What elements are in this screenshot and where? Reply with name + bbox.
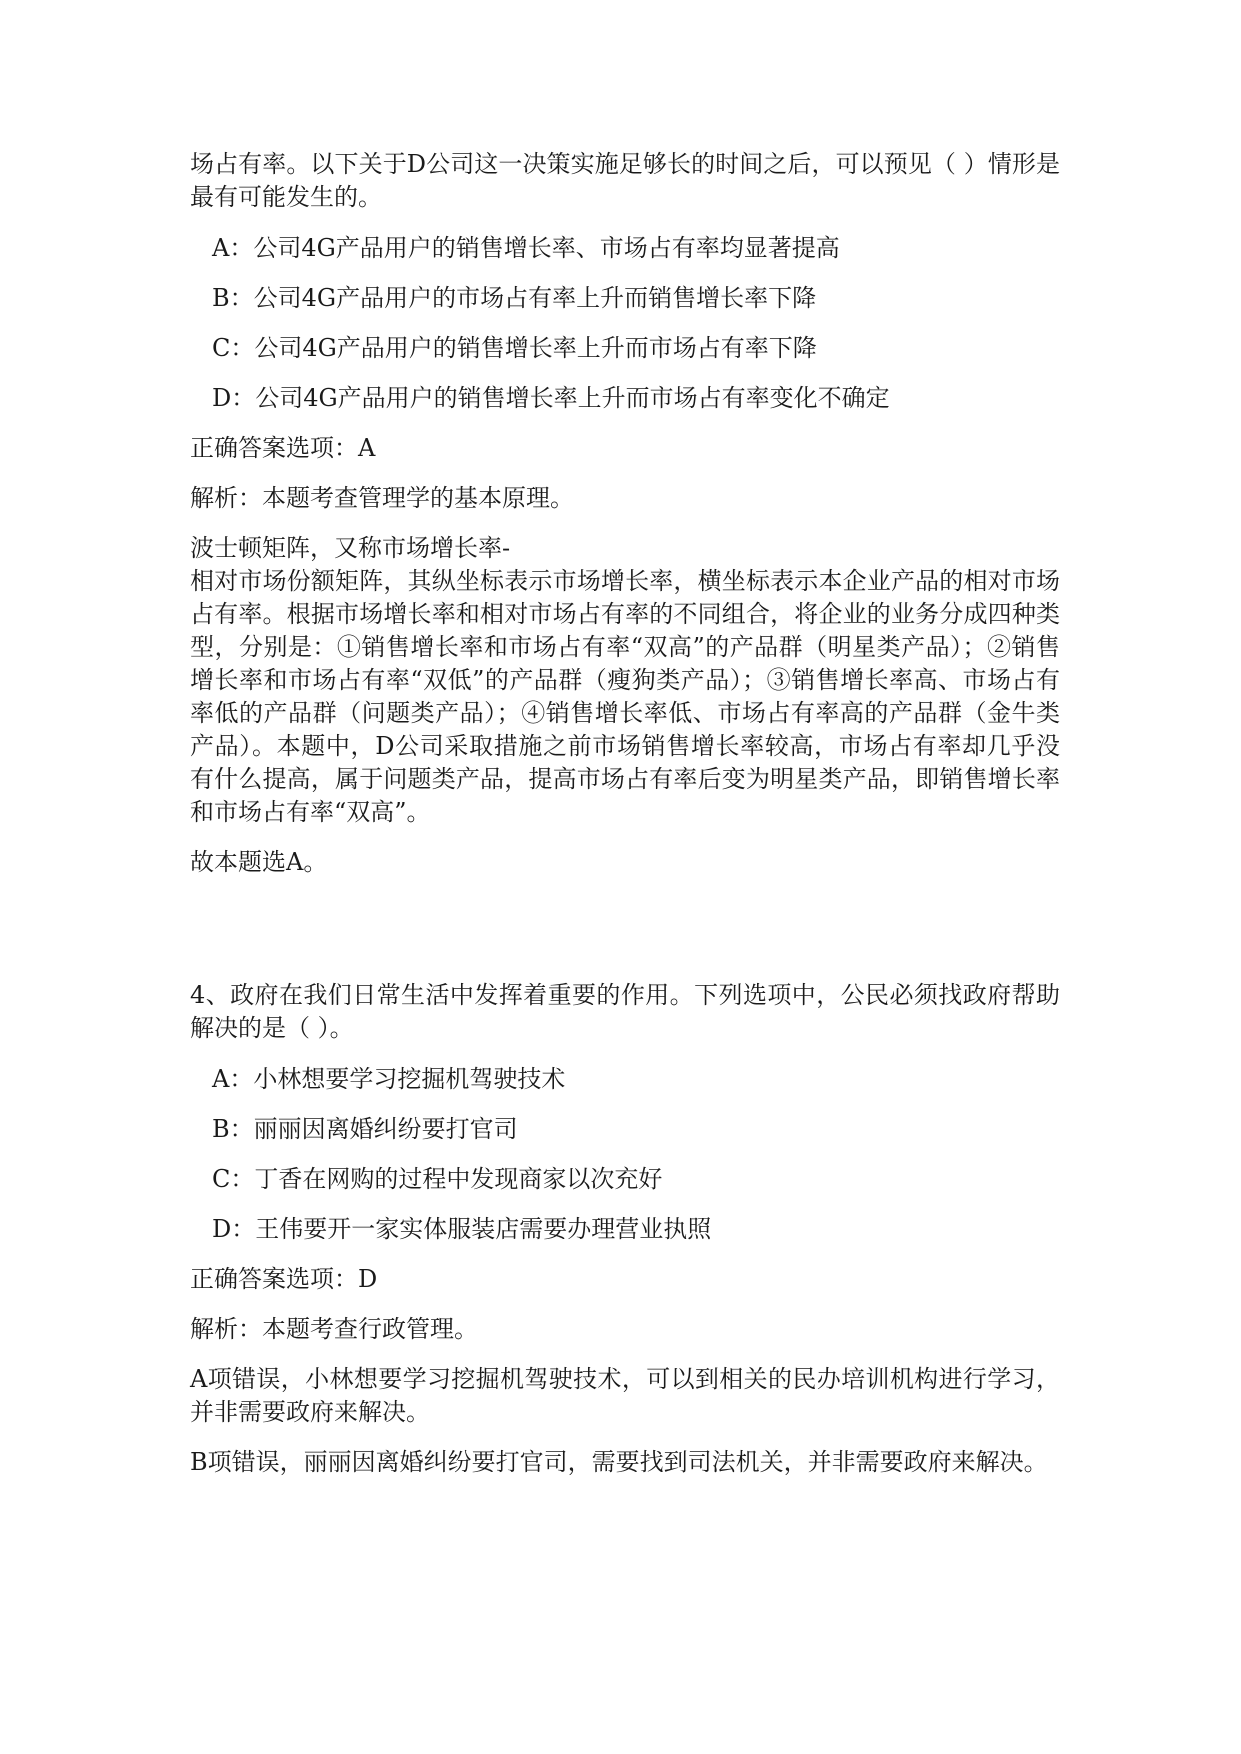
- q3-option-a: A：公司4G产品用户的销售增长率、市场占有率均显著提高: [212, 234, 840, 262]
- q3-option-b: B：公司4G产品用户的市场占有率上升而销售增长率下降: [212, 284, 817, 312]
- q4-stem: 4、政府在我们日常生活中发挥着重要的作用。下列选项中，公民必须找政府帮助解决的是（ ）。: [190, 981, 1060, 1042]
- q4-option-a: A：小林想要学习挖掘机驾驶技术: [212, 1065, 566, 1093]
- q4-option-b: B：丽丽因离婚纠纷要打官司: [212, 1115, 518, 1143]
- q4-option-c: C：丁香在网购的过程中发现商家以次充好: [212, 1165, 663, 1193]
- q4-answer: 正确答案选项：D: [190, 1265, 378, 1293]
- q3-analysis-body: 相对市场份额矩阵，其纵坐标表示市场增长率，横坐标表示本企业产品的相对市场占有率。根据市场增长率和相对市场占有率的不同组合，将企业的业务分成四种类型，分别是：①销售增长率和市场占有率“双高”的产品群（明星类产品）；②销售增长率和市场占有率“双低”的产品群（瘦狗类产品）；③销售增长率高、市场占有率低的产品群（问题类产品）；④销售增长率低、市场占有率高的产品群（金牛类产品）。本题中，D公司采取措施之前市场销售增长率较高，市场占有率却几乎没有什么提高，属于问题类产品，提高市场占有率后变为明星类产品，即销售增长率和市场占有率“双高”。: [190, 567, 1060, 826]
- q4-analysis-intro: 解析：本题考查行政管理。: [190, 1315, 478, 1343]
- q3-conclusion: 故本题选A。: [190, 848, 328, 876]
- q4-option-d: D：王伟要开一家实体服装店需要办理营业执照: [212, 1215, 712, 1243]
- q3-option-c: C：公司4G产品用户的销售增长率上升而市场占有率下降: [212, 334, 817, 362]
- q3-stem-tail: 场占有率。以下关于D公司这一决策实施足够长的时间之后，可以预见（ ）情形是最有可能发生的。: [190, 150, 1060, 211]
- q4-analysis-a: A项错误，小林想要学习挖掘机驾驶技术，可以到相关的民办培训机构进行学习，并非需要政府来解决。: [190, 1365, 1060, 1426]
- q4-analysis-b: B项错误，丽丽因离婚纠纷要打官司，需要找到司法机关，并非需要政府来解决。: [190, 1448, 1048, 1476]
- q3-analysis-intro: 解析：本题考查管理学的基本原理。: [190, 484, 574, 512]
- q3-answer: 正确答案选项：A: [190, 434, 376, 462]
- document-page: [190, 148, 1060, 1479]
- q3-analysis-line1: 波士顿矩阵，又称市场增长率-: [190, 534, 511, 562]
- q3-option-d: D：公司4G产品用户的销售增长率上升而市场占有率变化不确定: [212, 384, 890, 412]
